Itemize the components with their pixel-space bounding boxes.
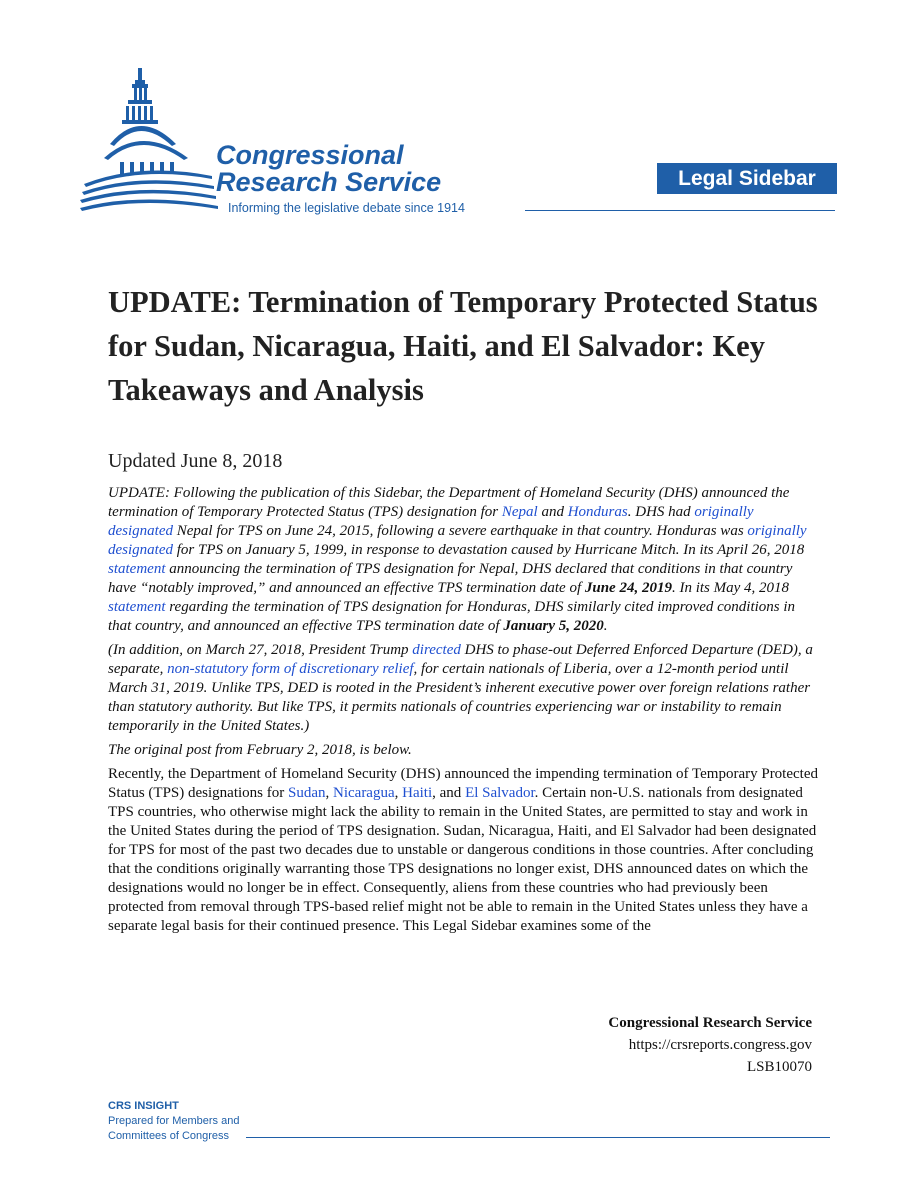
text-run: , <box>325 785 333 801</box>
text-run: , and <box>432 785 466 801</box>
crs-insight-block <box>108 1099 239 1144</box>
link-originally-designated-honduras[interactable]: originally designated <box>108 523 807 558</box>
insight-line1: Prepared for Members and <box>108 1115 240 1127</box>
text-run: and <box>537 504 568 520</box>
page-title: UPDATE: Termination of Temporary Protected Status for Sudan, Nicaragua, Haiti, and El Salvador: Key Takeaways and Analysis <box>108 285 818 407</box>
text-run: Recently, the Department of Homeland Security (DHS) announced the impending termination of Temporary Protected Status (TPS) designations for <box>108 766 818 801</box>
text-run: (In addition, on March 27, 2018, President Trump <box>108 642 413 658</box>
footer-org: Congressional Research Service <box>608 1015 812 1031</box>
header-divider <box>525 210 835 211</box>
link-directed[interactable]: directed <box>412 642 461 658</box>
link-sudan[interactable]: Sudan <box>288 785 326 801</box>
original-post-note: The original post from February 2, 2018, is below. <box>108 742 412 758</box>
footer-info <box>608 1012 812 1078</box>
link-haiti[interactable]: Haiti <box>402 785 433 801</box>
link-el-salvador[interactable]: El Salvador <box>465 785 535 801</box>
main-paragraph <box>108 765 820 936</box>
org-name-line1: Congressional <box>216 140 404 170</box>
termination-date-nepal: June 24, 2019 <box>584 580 672 596</box>
text-run: DHS to phase-out Deferred Enforced Departure (DED), a separate, <box>108 642 813 677</box>
text-run: announcing the termination of TPS designation for Nepal, DHS declared that conditions in that country have “notably improved,” and announced an effective TPS termination date of <box>108 561 793 596</box>
org-name-line2: Research Service <box>216 167 442 197</box>
text-run: regarding the termination of TPS designation for Honduras, DHS similarly cited improved conditions in that country, and announced an effective TPS termination date of <box>108 599 796 634</box>
org-tagline: Informing the legislative debate since 1914 <box>228 201 465 215</box>
footer-divider <box>246 1137 830 1138</box>
link-statement-nepal[interactable]: statement <box>108 561 166 577</box>
text-run: . In its May 4, 2018 <box>671 580 790 596</box>
link-statement-honduras[interactable]: statement <box>108 599 166 615</box>
article-body <box>108 484 820 941</box>
link-originally-designated-nepal[interactable]: originally designated <box>108 504 754 539</box>
insight-line2: Committees of Congress <box>108 1130 230 1142</box>
termination-date-honduras: January 5, 2020 <box>503 618 604 634</box>
text-run: for TPS on January 5, 1999, in response to devastation caused by Hurricane Mitch. In its April 26, 2018 <box>173 542 805 558</box>
ded-note <box>108 641 820 736</box>
capitol-dome-icon <box>80 66 220 218</box>
text-run: , <box>394 785 403 801</box>
link-nepal[interactable]: Nepal <box>501 504 538 520</box>
text-run: . Certain non-U.S. nationals from designated TPS countries, who otherwise might lack the ability to remain in the United States, are permitted to stay and work in the United States during the period of TPS designation. Sudan, Nicaragua, Haiti, and El Salvador had been designated for TPS for most of the past two decades due to unstable or dangerous conditions in those countries. After concluding that the conditions originally warranting those TPS designations no longer exist, DHS announced dates on which the designations would no longer be in effect. Consequently, aliens from these countries who had previously been protected from removal through TPS-based relief might not be able to remain in the United States unless they have a separate legal basis for their continued presence. This Legal Sidebar examines some of the <box>108 785 817 934</box>
link-nicaragua[interactable]: Nicaragua <box>333 785 395 801</box>
report-id: LSB10070 <box>746 1059 812 1075</box>
text-run: Nepal for TPS on June 24, 2015, following a severe earthquake in that country. Honduras was <box>173 523 748 539</box>
text-run: , for certain nationals of Liberia, over a 12-month period until March 31, 2019. Unlike TPS, DED is rooted in the President’s inherent executive power over foreign relations rather than statutory authority. But like TPS, it permits nationals of countries experiencing war or instability to remain temporarily in the United States.) <box>108 661 811 734</box>
text-run: . DHS had <box>627 504 695 520</box>
footer-url[interactable]: https://crsreports.congress.gov <box>628 1037 812 1053</box>
crs-logo-wordmark <box>216 142 441 196</box>
link-honduras[interactable]: Honduras <box>567 504 628 520</box>
updated-date: Updated June 8, 2018 <box>108 450 283 472</box>
legal-sidebar-badge: Legal Sidebar <box>657 163 837 194</box>
insight-title: CRS INSIGHT <box>108 1100 179 1112</box>
link-non-statutory-relief[interactable]: non-statutory form of discretionary relief <box>167 661 414 677</box>
update-note <box>108 484 820 636</box>
text-run: UPDATE: Following the publication of this Sidebar, the Department of Homeland Security (DHS) announced the termination of Temporary Protected Status (TPS) designation for <box>108 485 790 520</box>
text-run: . <box>603 618 608 634</box>
